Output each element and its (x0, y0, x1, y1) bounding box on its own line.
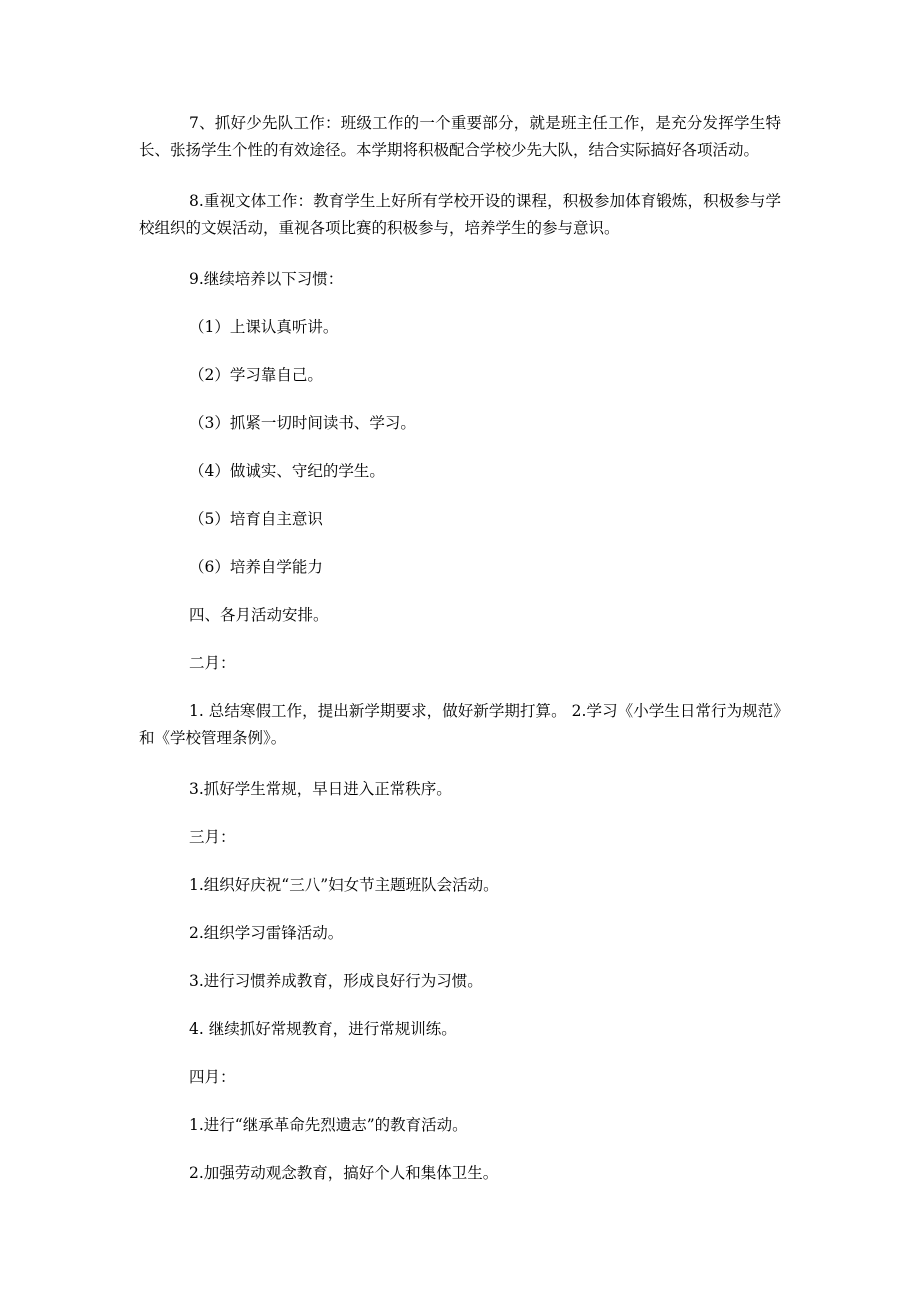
paragraph-habits-heading: 9.继续培养以下习惯： (189, 270, 344, 288)
april-item-1: 1.进行“继承革命先烈遗志”的教育活动。 (189, 1116, 468, 1134)
february-item-3: 3.抓好学生常规，早日进入正常秩序。 (189, 780, 452, 798)
march-item-1: 1.组织好庆祝“三八”妇女节主题班队会活动。 (189, 876, 499, 894)
habit-item-1: （1）上课认真听讲。 (189, 318, 339, 336)
month-heading-march: 三月： (189, 828, 236, 846)
march-item-3: 3.进行习惯养成教育，形成良好行为习惯。 (189, 972, 483, 990)
march-item-4: 4. 继续抓好常规教育，进行常规训练。 (189, 1020, 457, 1038)
habit-item-5: （5）培育自主意识 (189, 510, 323, 528)
habit-item-2: （2）学习靠自己。 (189, 366, 323, 384)
habit-item-3: （3）抓紧一切时间读书、学习。 (189, 414, 416, 432)
april-item-2: 2.加强劳动观念教育，搞好个人和集体卫生。 (189, 1164, 499, 1182)
habit-item-4: （4）做诚实、守纪的学生。 (189, 462, 385, 480)
section-heading-monthly: 四、各月活动安排。 (189, 606, 329, 624)
month-heading-april: 四月： (189, 1068, 236, 1086)
march-item-2: 2.组织学习雷锋活动。 (189, 924, 344, 942)
habit-item-6: （6）培养自学能力 (189, 558, 323, 576)
february-item-1-2: 1. 总结寒假工作，提出新学期要求，做好新学期打算。 2.学习《小学生日常行为规范》和《学校管理条例》。 (139, 702, 781, 747)
paragraph-sports-culture: 8.重视文体工作：教育学生上好所有学校开设的课程，积极参加体育锻炼，积极参与学校组织的文娱活动，重视各项比赛的积极参与，培养学生的参与意识。 (139, 192, 781, 237)
month-heading-february: 二月： (189, 654, 236, 672)
paragraph-young-pioneers: 7、抓好少先队工作：班级工作的一个重要部分，就是班主任工作，是充分发挥学生特长、张扬学生个性的有效途径。本学期将积极配合学校少先大队，结合实际搞好各项活动。 (139, 114, 781, 159)
document-body (139, 110, 781, 1208)
